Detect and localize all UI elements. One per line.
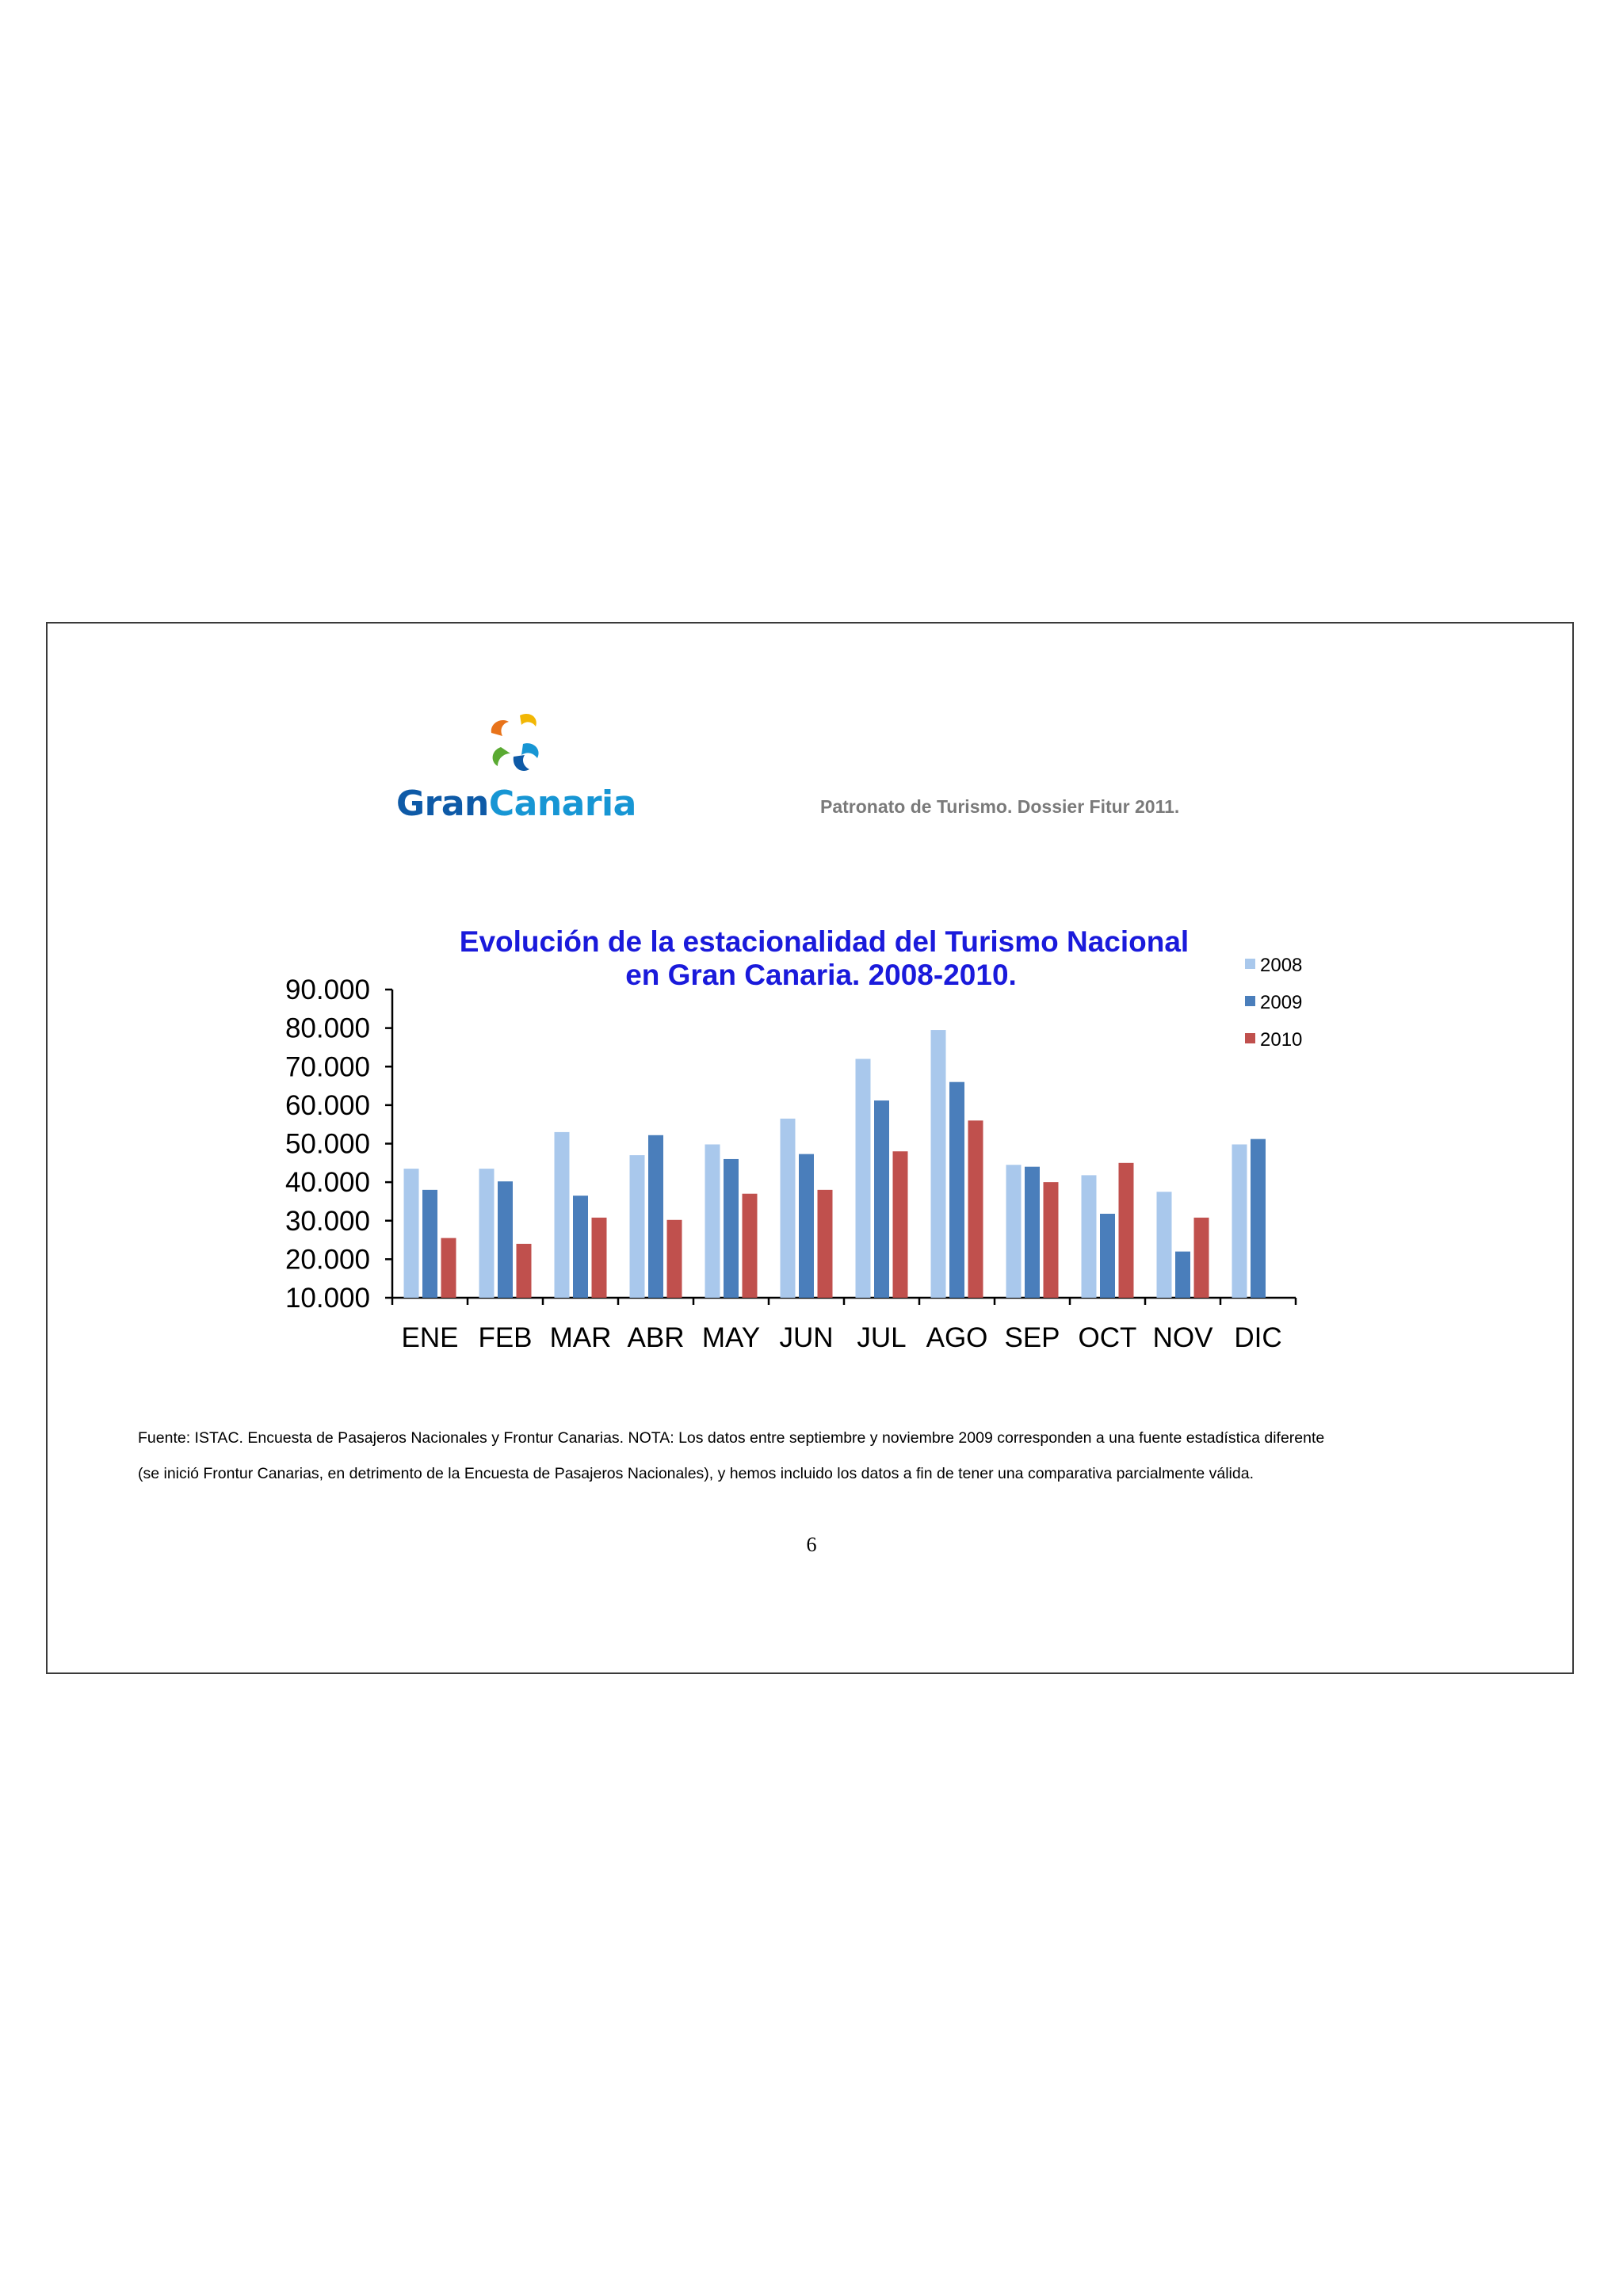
bar-2009-nov: [1175, 1252, 1190, 1298]
y-tick-label: 90.000: [285, 974, 370, 1005]
bar-2010-abr: [667, 1220, 682, 1298]
bar-2008-feb: [479, 1169, 495, 1298]
legend-label-2010: 2010: [1260, 1029, 1303, 1051]
y-tick-label: 20.000: [285, 1244, 370, 1276]
bar-2010-may: [743, 1194, 758, 1298]
bar-2009-mar: [573, 1196, 588, 1298]
x-category-label: AGO: [926, 1322, 988, 1353]
bar-2008-jul: [856, 1059, 871, 1298]
bar-2008-nov: [1157, 1192, 1172, 1298]
x-category-label: SEP: [1004, 1322, 1060, 1353]
bar-2009-oct: [1100, 1214, 1115, 1298]
legend-swatch-2008: [1245, 959, 1255, 969]
x-category-label: JUN: [779, 1322, 834, 1353]
bar-2009-jul: [874, 1100, 889, 1298]
bar-2010-ago: [968, 1120, 983, 1298]
bar-2008-dic: [1232, 1144, 1247, 1298]
legend-swatch-2010: [1245, 1033, 1255, 1043]
bar-2010-sep: [1044, 1182, 1059, 1298]
page-number: 6: [806, 1533, 817, 1556]
bar-2009-may: [724, 1159, 739, 1298]
y-tick-label: 80.000: [285, 1013, 370, 1044]
x-category-label: ENE: [401, 1322, 459, 1353]
legend-label-2009: 2009: [1260, 992, 1303, 1013]
bar-2008-mar: [555, 1132, 570, 1298]
chart-y-ticks: [285, 974, 392, 1314]
y-tick-label: 60.000: [285, 1089, 370, 1121]
bar-2008-ene: [404, 1169, 419, 1298]
bar-2009-sep: [1025, 1167, 1040, 1298]
y-tick-label: 50.000: [285, 1128, 370, 1160]
bar-2008-oct: [1082, 1175, 1097, 1298]
chart-title-line2: en Gran Canaria. 2008-2010.: [625, 959, 1017, 991]
bar-2008-abr: [630, 1155, 645, 1298]
bar-2009-jun: [799, 1154, 814, 1298]
x-category-label: ABR: [627, 1322, 685, 1353]
bar-2009-ene: [422, 1190, 437, 1298]
bar-2009-abr: [648, 1135, 663, 1298]
bar-2010-ene: [441, 1238, 456, 1298]
legend-swatch-2009: [1245, 996, 1255, 1006]
logo-text-canaria: Canaria: [488, 784, 636, 824]
bar-2010-mar: [592, 1218, 607, 1298]
bar-2010-nov: [1194, 1218, 1209, 1298]
x-category-label: NOV: [1152, 1322, 1213, 1353]
bar-2010-feb: [517, 1244, 532, 1298]
chart-legend: [1245, 955, 1302, 1051]
y-tick-label: 70.000: [285, 1051, 370, 1083]
y-tick-label: 40.000: [285, 1167, 370, 1199]
bar-2008-jun: [781, 1119, 796, 1298]
x-category-label: DIC: [1234, 1322, 1282, 1353]
chart-x-categories: [392, 1298, 1296, 1353]
legend-label-2008: 2008: [1260, 955, 1303, 976]
footnote-line2: (se inició Frontur Canarias, en detrimento de la Encuesta de Pasajeros Nacionales), y hemos incluido los datos a fin de tener una comparativa parcialmente válida.: [138, 1465, 1254, 1482]
chart-bars: [404, 1030, 1266, 1298]
bar-2009-feb: [498, 1181, 513, 1298]
footnote-line1: Fuente: ISTAC. Encuesta de Pasajeros Nacionales y Frontur Canarias. NOTA: Los datos entre septiembre y noviembre 2009 corresponden a una fuente estadística diferente: [138, 1429, 1325, 1447]
bar-2008-sep: [1006, 1165, 1022, 1298]
bar-2010-oct: [1119, 1163, 1134, 1298]
header-subtitle: Patronato de Turismo. Dossier Fitur 2011.: [820, 796, 1180, 817]
y-tick-label: 30.000: [285, 1205, 370, 1237]
bar-2009-dic: [1251, 1139, 1266, 1298]
bar-2010-jun: [818, 1190, 833, 1298]
x-category-label: JUL: [857, 1322, 907, 1353]
logo-text-gran: Gran: [396, 784, 489, 824]
source-footnote: [138, 1421, 1517, 1492]
x-category-label: MAR: [549, 1322, 612, 1353]
bar-2009-ago: [949, 1082, 964, 1298]
bar-2008-ago: [931, 1030, 946, 1298]
x-category-label: MAY: [701, 1322, 761, 1353]
chart-title-line1: Evolución de la estacionalidad del Turismo Nacional: [459, 925, 1190, 958]
bar-2010-jul: [893, 1151, 908, 1298]
y-tick-label: 10.000: [285, 1283, 370, 1314]
bar-2008-may: [705, 1144, 720, 1298]
x-category-label: FEB: [478, 1322, 533, 1353]
x-category-label: OCT: [1078, 1322, 1137, 1353]
